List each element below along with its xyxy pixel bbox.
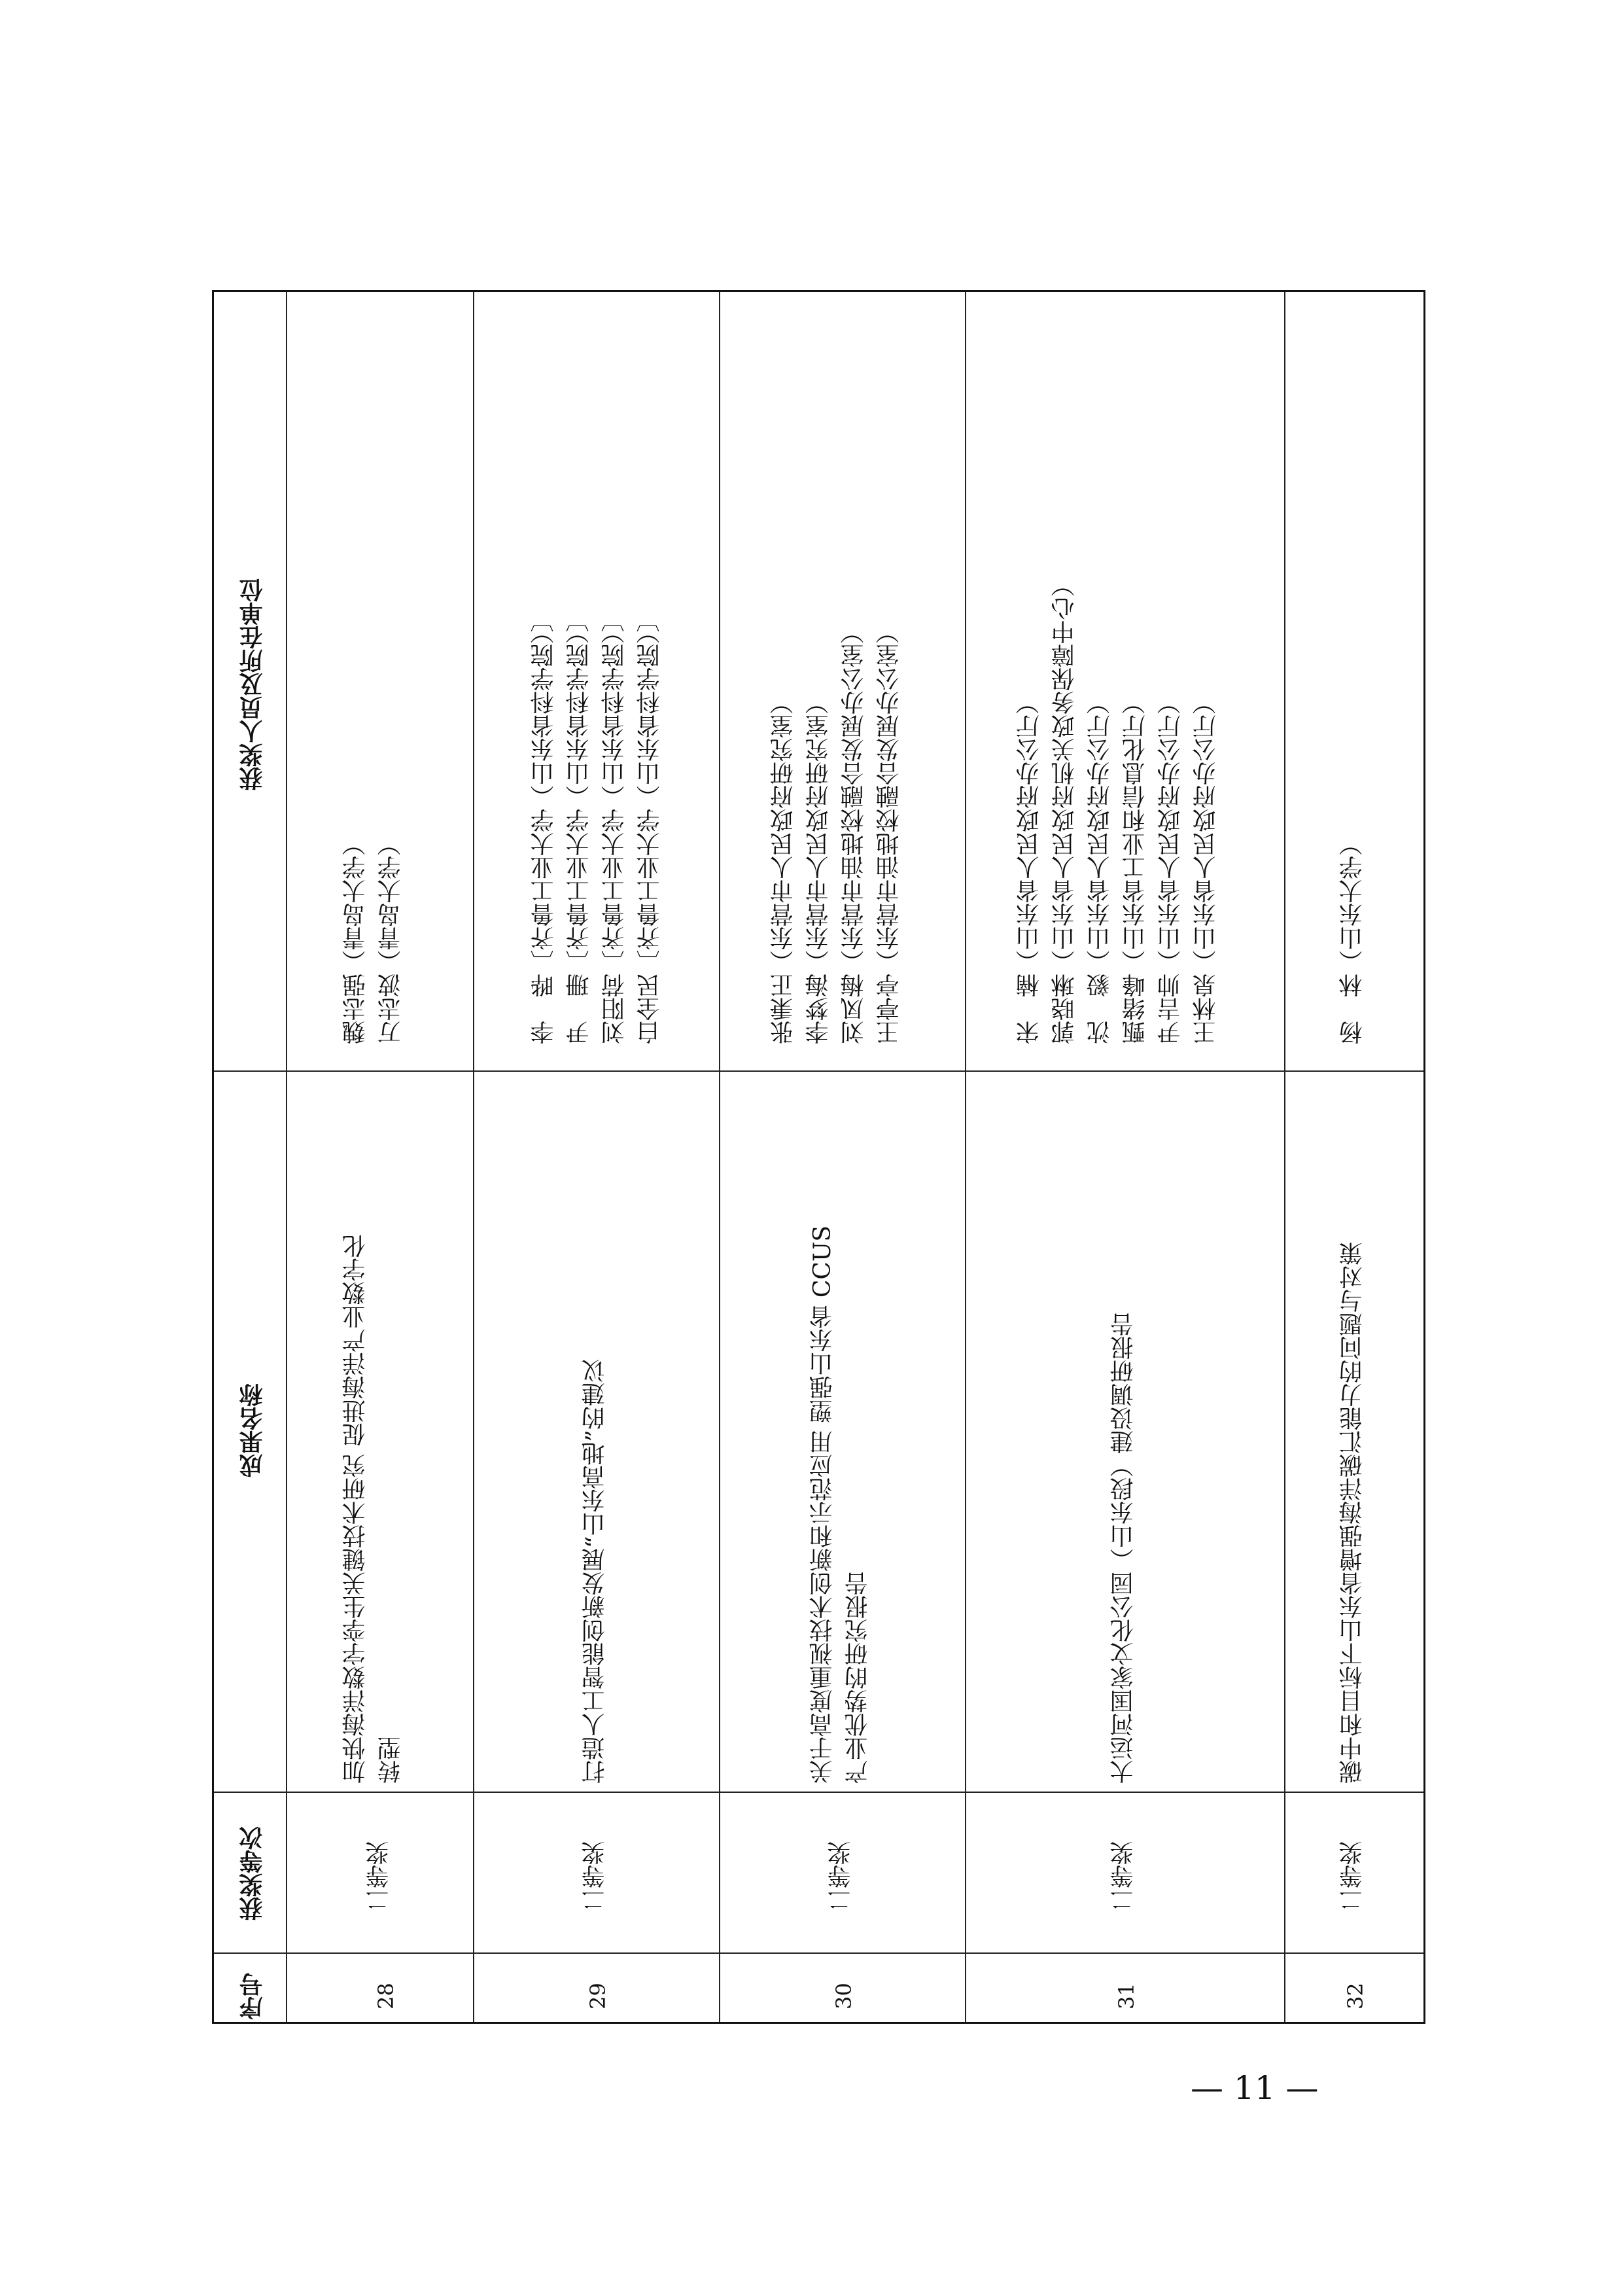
page-number: — 11 — xyxy=(1191,2069,1319,2107)
row-29-rank: 二等奖 xyxy=(582,1841,608,1912)
row-separator xyxy=(1284,292,1285,2022)
header-people: 获奖人员及所在单位 xyxy=(239,578,266,790)
header-seq: 序号 xyxy=(239,1973,266,2020)
row-29-title: 打造人工智能创新发展“山东高地”的建议 xyxy=(582,1359,608,1784)
row-31-seq: 31 xyxy=(1114,1983,1139,2010)
row-32-title: 碳中和目标下山东省增强海洋碳汇能力的问题与对策 xyxy=(1339,1242,1366,1784)
row-32-rank: 二等奖 xyxy=(1339,1841,1366,1912)
row-separator xyxy=(719,292,720,2022)
row-separator xyxy=(286,292,287,2022)
row-30-title: 关于高度重视技术创新和示范应用 塑强山东省 CCUS 产业优势的研究报告 xyxy=(809,1226,871,1784)
row-32-seq: 32 xyxy=(1343,1983,1368,2010)
row-32-people: 杨 林（山东大学） xyxy=(1339,832,1366,1044)
row-31-rank: 二等奖 xyxy=(1110,1841,1137,1912)
row-separator xyxy=(473,292,474,2022)
row-31-title: 大运河国家文化公园（山东段）建设调研报告 xyxy=(1110,1313,1137,1784)
row-30-people: 张秉正（东营市人民政府研究室） 李梦海（东营市人民政府研究室） 刘凤梅（东营市油地校融合发展办公室） 王亭亭（东营市油地校融合发展办公室） xyxy=(770,620,903,1044)
header-title: 成果名称 xyxy=(239,1383,266,1477)
row-28-rank: 二等奖 xyxy=(366,1841,393,1912)
row-30-rank: 二等奖 xyxy=(828,1841,854,1912)
awards-table xyxy=(212,290,1425,2024)
row-30-seq: 30 xyxy=(831,1983,856,2010)
row-31-people: 宋 楠（山东省人民政府办公厅） 郭晓琳（山东省人民政府机关政务保障中心） 沈 毅（山东省人民政府办公厅） 甄绪峰（山东省工业和信息化厅） 尹吉帅（山东省人民政府办公厅） 王林泉（山东省人民政府办公厅） xyxy=(1016,573,1219,1044)
column-separator xyxy=(214,1070,1423,1072)
row-28-seq: 28 xyxy=(374,1983,398,2010)
row-29-people: 李 晔〔齐鲁工业大学（山东省科学院）〕 尹 珊〔齐鲁工业大学（山东省科学院）〕 刘阳荷〔齐鲁工业大学（山东省科学院）〕 白全民〔齐鲁工业大学（山东省科学院）〕 xyxy=(531,609,663,1044)
header-rank: 获奖等次 xyxy=(239,1826,266,1920)
row-separator xyxy=(965,292,966,2022)
row-29-seq: 29 xyxy=(585,1983,610,2010)
column-separator xyxy=(214,1792,1423,1793)
row-28-title: 加快海洋数字孪生关键技术研究 促进海洋产业数字化 转型 xyxy=(342,1234,404,1784)
column-separator xyxy=(214,1952,1423,1954)
row-28-people: 魏志强（青岛大学） 万志波（青岛大学） xyxy=(342,832,404,1044)
